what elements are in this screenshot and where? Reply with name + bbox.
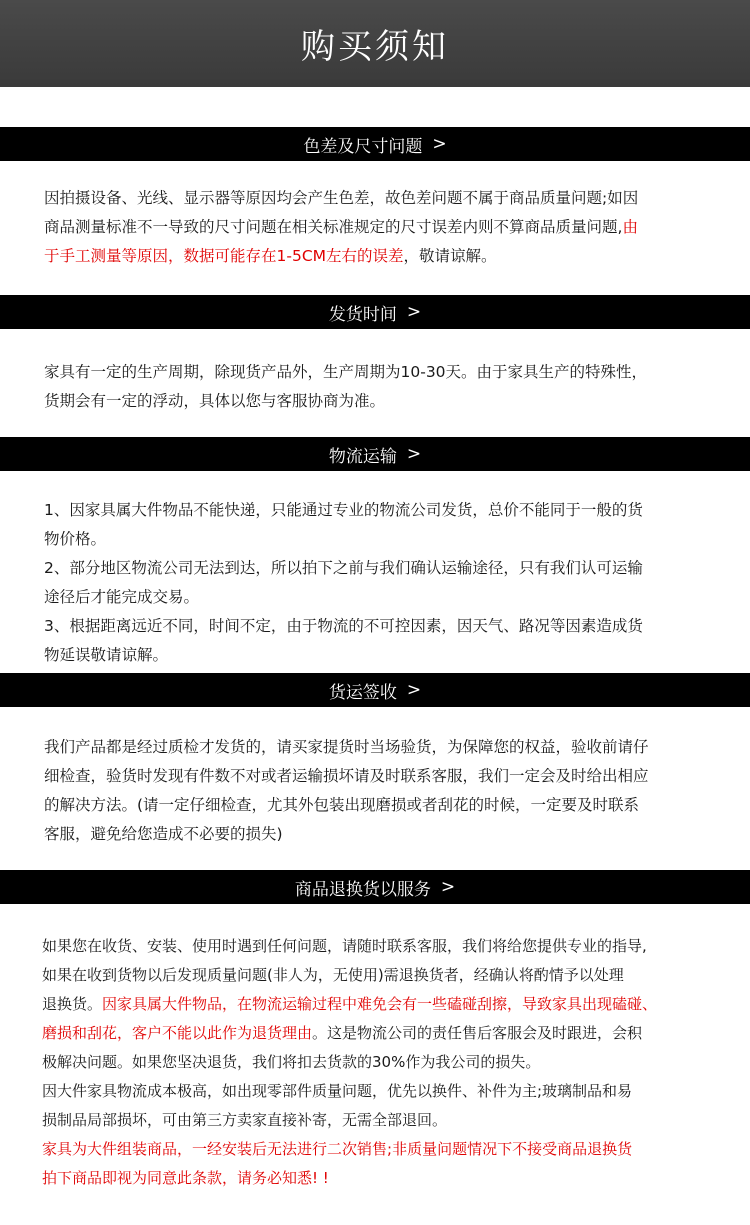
page-header [0,0,750,87]
text-line: 我们产品都是经过质检才发货的，请买家提货时当场验货，为保障您的权益，验收前请仔 [44,738,649,756]
text-line: 损制品局部损坏，可由第三方卖家直接补寄，无需全部退回。 [42,1111,448,1129]
highlight-text: 磨损和刮花，客户不能以此作为退货理由 [42,1024,313,1042]
text-line: 拍下商品即视为同意此条款，请务必知悉! ! [42,1169,329,1187]
highlight-text: 于手工测量等原因，数据可能存在1-5CM左右的误差 [44,247,404,265]
text-line: 3、根据距离远近不同，时间不定，由于物流的不可控因素，因天气、路况等因素造成货 [44,617,643,635]
chevron-right-icon: > [440,877,456,897]
text-line: 因拍摄设备、光线、显示器等原因均会产生色差，故色差问题不属于商品质量问题;如因 [44,189,639,207]
section-title: 商品退换货以服务 [294,879,431,900]
text-line: 磨损和刮花，客户不能以此作为退货理由。这是物流公司的责任售后客服会及时跟进，会积 [42,1024,643,1042]
text-line: 的解决方法。(请一定仔细检查，尤其外包装出现磨损或者刮花的时候，一定要及时联系 [44,796,640,814]
text-line: 如果在收到货物以后发现质量问题(非人为，无使用)需退换货者，经确认将酌情予以处理 [42,966,624,984]
section-bar-shipping [0,295,750,329]
highlight-text: 由 [622,218,638,236]
text-line [42,1135,732,1164]
section-bar-returns [0,870,750,904]
page-title: 购买须知 [301,27,449,67]
text-line: 细检查，验货时发现有件数不对或者运输损坏请及时联系客服，我们一定会及时给出相应 [44,767,649,785]
section-text-receipt [44,733,718,849]
section-text-shipping [44,358,718,416]
section-bar-receipt [0,673,750,707]
section-title: 色差及尺寸问题 [303,136,423,157]
chevron-right-icon: > [406,302,422,322]
text-line: 商品测量标准不一导致的尺寸问题在相关标准规定的尺寸误差内则不算商品质量问题,由 [44,218,638,236]
text-line: 于手工测量等原因，数据可能存在1-5CM左右的误差，敬请谅解。 [44,247,497,265]
section-bar-logistics [0,437,750,471]
chevron-right-icon: > [432,134,447,154]
text-line: 物延误敬请谅解。 [44,646,169,664]
text-line: 1、因家具属大件物品不能快递，只能通过专业的物流公司发货，总价不能同于一般的货 [44,501,643,519]
text-line: 退换货。因家具属大件物品，在物流运输过程中难免会有一些磕碰刮擦，导致家具出现磕碰、 [42,995,658,1013]
section-text-returns [42,932,732,1193]
section-text-logistics [44,496,718,670]
section-title: 物流运输 [328,446,397,467]
text-line: 2、部分地区物流公司无法到达，所以拍下之前与我们确认运输途径，只有我们认可运输 [44,559,643,577]
text-line: 极解决问题。如果您坚决退货，我们将扣去货款的30%作为我公司的损失。 [42,1053,541,1071]
text-line: 家具有一定的生产周期，除现货产品外，生产周期为10-30天。由于家具生产的特殊性， [44,363,648,381]
chevron-right-icon: > [406,444,422,464]
text-line: 如果您在收货、安装、使用时遇到任何问题，请随时联系客服，我们将给您提供专业的指导, [42,937,647,955]
text-line: 货期会有一定的浮动，具体以您与客服协商为准。 [44,392,386,410]
text-line: 客服，避免给您造成不必要的损失) [44,825,283,843]
highlight-text: 因家具属大件物品，在物流运输过程中难免会有一些磕碰刮擦，导致家具出现磕碰、 [102,995,658,1013]
section-title: 货运签收 [328,682,397,703]
text-line: 途径后才能完成交易。 [44,588,200,606]
text-line: 因大件家具物流成本极高，如出现零部件质量问题，优先以换件、补件为主;玻璃制品和易 [42,1082,633,1100]
section-title: 发货时间 [328,304,397,325]
highlight-text: ;非质量问题情况下不接受商品退换货 [387,1140,633,1158]
section-text-color-size [44,184,718,271]
section-bar-color-size [0,127,750,161]
text-line: 物价格。 [44,530,107,548]
chevron-right-icon: > [406,680,422,700]
highlight-text: 家具为大件组装商品，一经安装后无法进行二次销售 [42,1140,388,1158]
